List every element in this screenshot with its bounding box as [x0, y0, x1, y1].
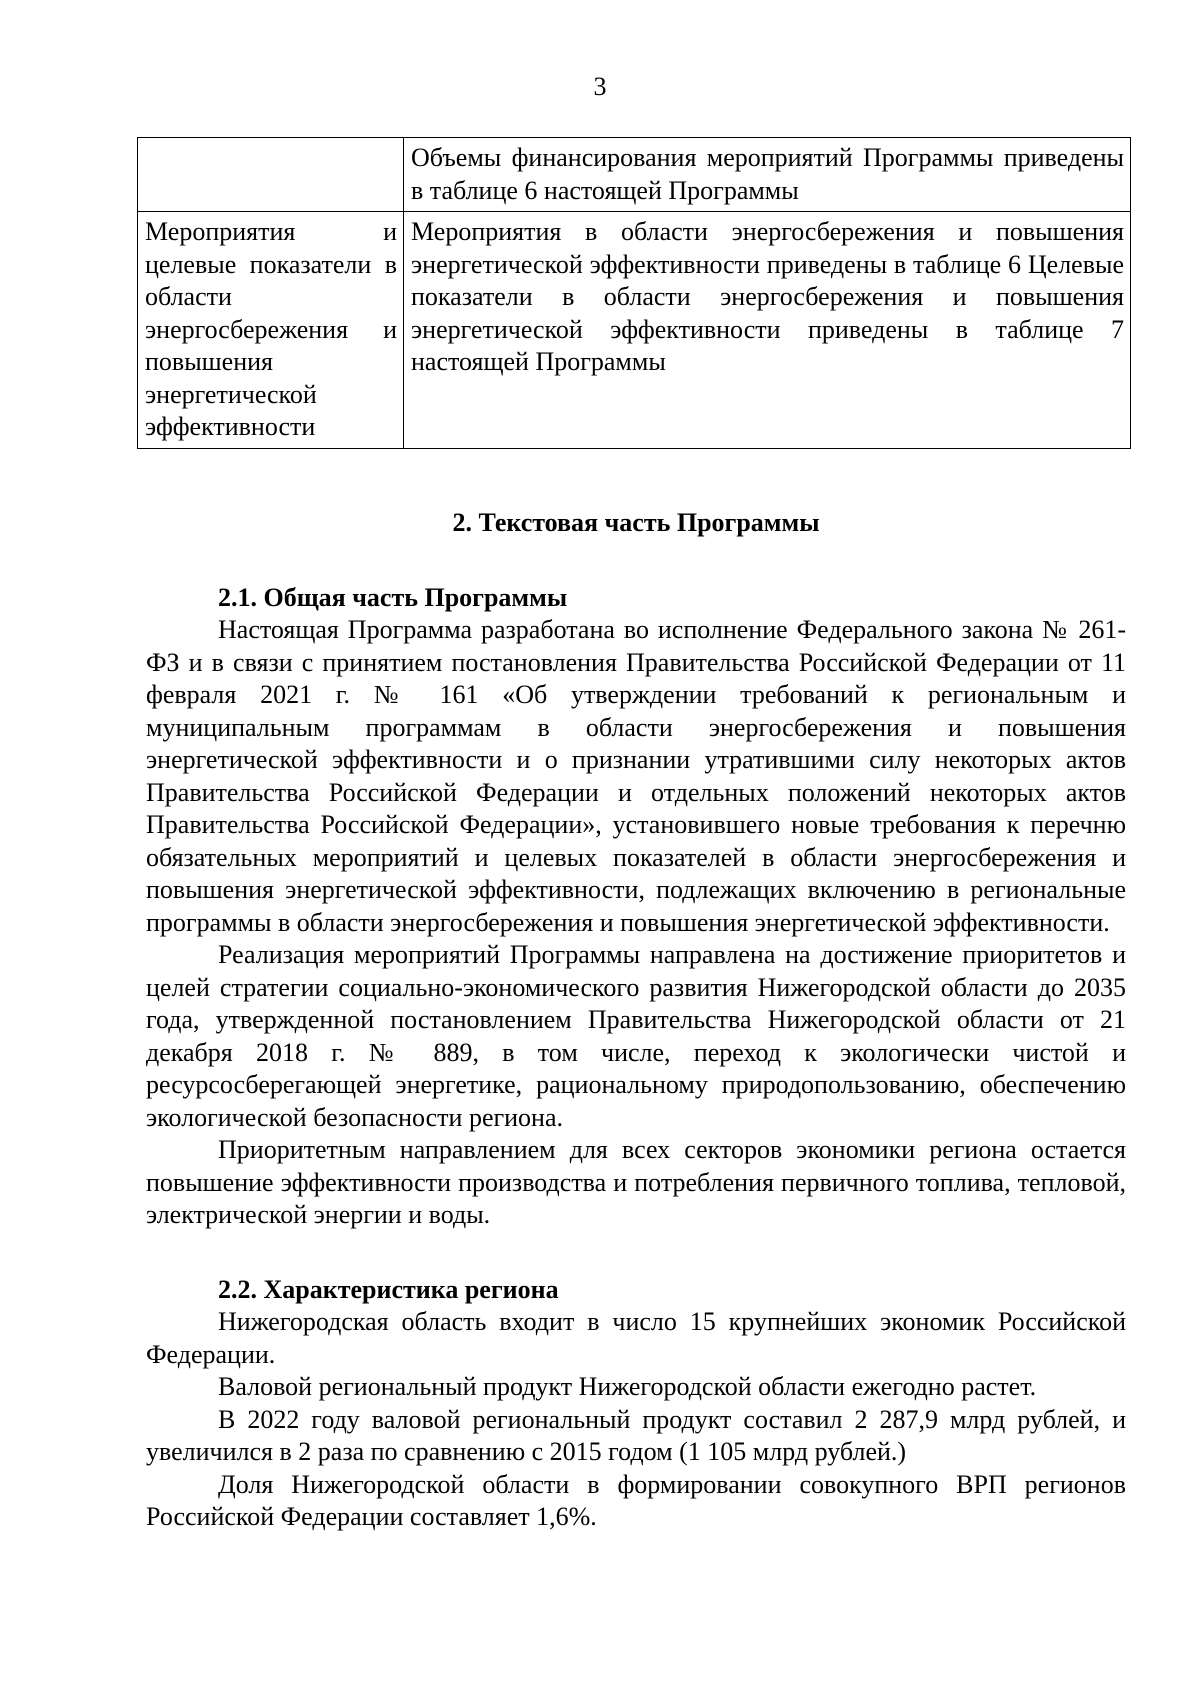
paragraph: В 2022 году валовой региональный продукт составил 2 287,9 млрд рублей, и увеличился в 2 раза по сравнению с 2015 годом (1 105 млрд рублей.): [146, 1404, 1126, 1466]
table-cell-right: Объемы финансирования мероприятий Программы приведены в таблице 6 настоящей Программы: [404, 138, 1131, 212]
paragraph: Доля Нижегородской области в формировании совокупного ВРП регионов Российской Федерации составляет 1,6%.: [146, 1469, 1126, 1531]
table-row: [138, 138, 1131, 212]
table-cell-left: [138, 138, 404, 212]
paragraph: Приоритетным направлением для всех секторов экономики региона остается повышение эффективности производства и потребления первичного топлива, тепловой, электрической энергии и воды.: [146, 1135, 1126, 1229]
table-cell-right: Мероприятия в области энергосбережения и повышения энергетической эффективности приведены в таблице 6 Целевые показатели в области энергосбережения и повышения энергетической эффективности приведены в таблице 7 настоящей Программы: [404, 212, 1131, 449]
program-passport-table: [137, 137, 1131, 449]
subsection-title-general: 2.1. Общая часть Программы: [218, 582, 568, 612]
subsection-title-region: 2.2. Характеристика региона: [218, 1274, 559, 1304]
paragraph: Валовой региональный продукт Нижегородской области ежегодно растет.: [218, 1372, 1037, 1401]
paragraph: Реализация мероприятий Программы направлена на достижение приоритетов и целей стратегии социально-экономического развития Нижегородской области до 2035 года, утвержденной постановлением Правительства Нижегородской области от 21 декабря 2018 г. № 889, в том числе, переход к экологически чистой и ресурсосберегающей энергетике, рациональному природопользованию, обеспечению экологической безопасности региона.: [146, 940, 1126, 1132]
paragraph: Нижегородская область входит в число 15 крупнейших экономик Российской Федерации.: [146, 1307, 1126, 1369]
document-body: [146, 507, 1126, 1534]
table-row: [138, 212, 1131, 449]
section-title: 2. Текстовая часть Программы: [452, 508, 820, 537]
paragraph: Настоящая Программа разработана во исполнение Федерального закона № 261-ФЗ и в связи с принятием постановления Правительства Российской Федерации от 11 февраля 2021 г. № 161 «Об утверждении требований к региональным и муниципальным программам в области энергосбережения и повышения энергетической эффективности и о признании утратившими силу некоторых актов Правительства Российской Федерации и отдельных положений некоторых актов Правительства Российской Федерации», установившего новые требования к перечню обязательных мероприятий и целевых показателей в области энергосбережения и повышения энергетической эффективности, подлежащих включению в региональные программы в области энергосбережения и повышения энергетической эффективности.: [146, 615, 1126, 937]
page-number: 3: [593, 72, 607, 101]
table-cell-left: Мероприятия и целевые показатели в области энергосбережения и повышения энергетической эффективности: [138, 212, 404, 449]
